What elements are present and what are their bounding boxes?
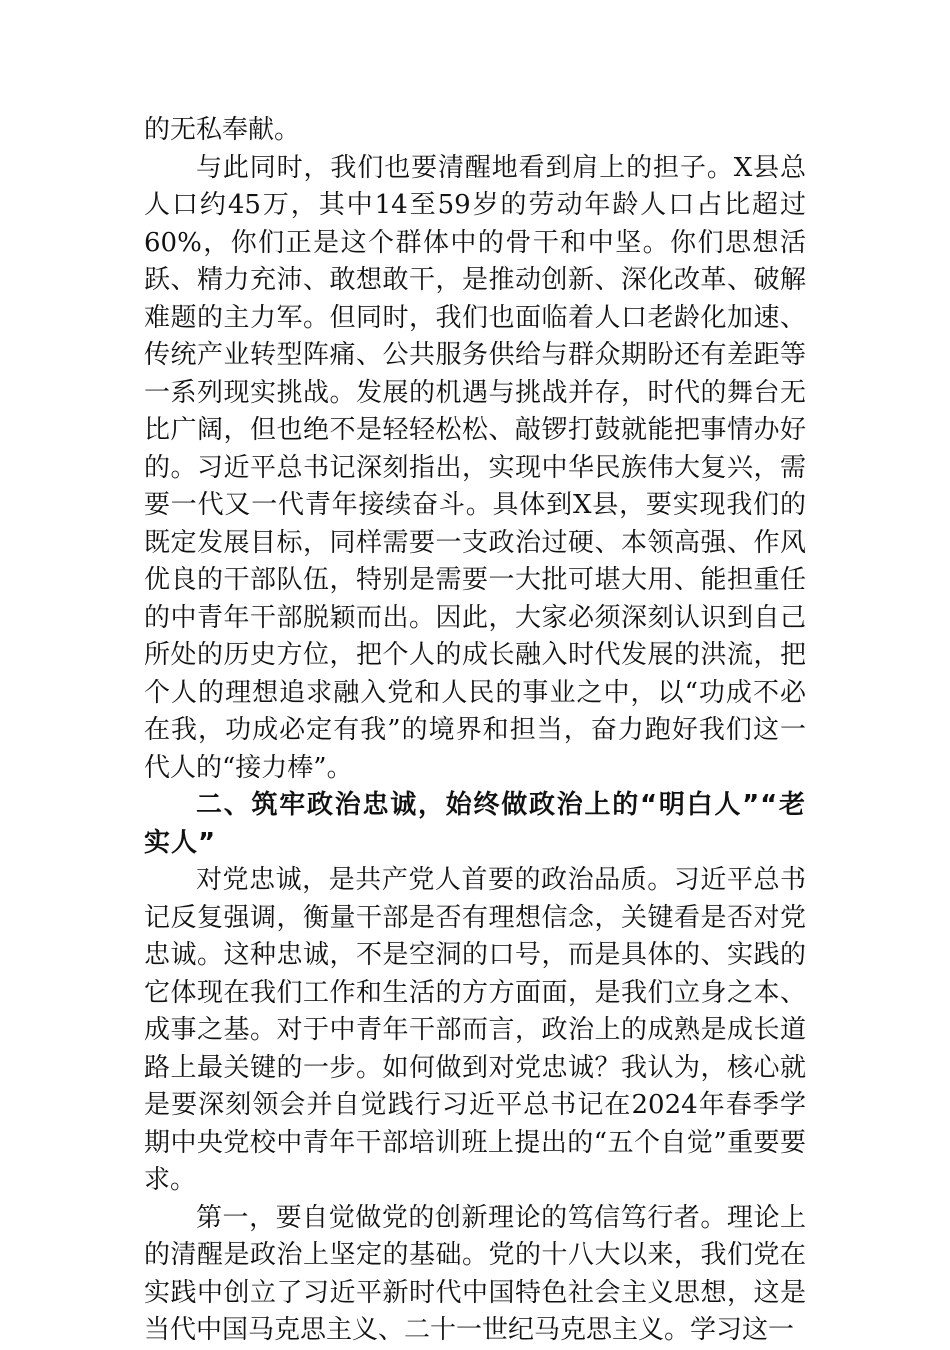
- paragraph-first-point: 第一，要自觉做党的创新理论的笃信笃行者。理论上的清醒是政治上坚定的基础。党的十八大以来，我们党在实践中创立了习近平新时代中国特色社会主义思想，这是当代中国马克思主义、二十一世纪马克思主义。学习这一: [144, 1202, 806, 1345]
- paragraph-loyalty: 对党忠诚，是共产党人首要的政治品质。习近平总书记反复强调，衡量干部是否有理想信念，关键看是否对党忠诚。这种忠诚，不是空洞的口号，而是具体的、实践的它体现在我们工作和生活的方方面面，是我们立身之本、成事之基。对于中青年干部而言，政治上的成熟是成长道路上最关键的一步。如何做到对党忠诚？我认为，核心就是要深刻领会并自觉践行习近平总书记在2024年春季学期中央党校中青年干部培训班上提出的“五个自觉”重要要求。: [144, 865, 806, 1195]
- paragraph-continuation: 的无私奉献。: [144, 115, 301, 145]
- section-heading-two: 二、筑牢政治忠诚，始终做政治上的“明白人”“老实人”: [144, 790, 806, 858]
- document-body: [144, 112, 806, 1350]
- paragraph-burden: 与此同时，我们也要清醒地看到肩上的担子。X县总人口约45万，其中14至59岁的劳动年龄人口占比超过60%，你们正是这个群体中的骨干和中坚。你们思想活跃、精力充沛、敢想敢干，是推动创新、深化改革、破解难题的主力军。但同时，我们也面临着人口老龄化加速、传统产业转型阵痛、公共服务供给与群众期盼还有差距等一系列现实挑战。发展的机遇与挑战并存，时代的舞台无比广阔，但也绝不是轻轻松松、敲锣打鼓就能把事情办好的。习近平总书记深刻指出，实现中华民族伟大复兴，需要一代又一代青年接续奋斗。具体到X县，要实现我们的既定发展目标，同样需要一支政治过硬、本领高强、作风优良的干部队伍，特别是需要一大批可堪大用、能担重任的中青年干部脱颖而出。因此，大家必须深刻认识到自己所处的历史方位，把个人的成长融入时代发展的洪流，把个人的理想追求融入党和人民的事业之中，以“功成不必在我，功成必定有我”的境界和担当，奋力跑好我们这一代人的“接力棒”。: [144, 152, 806, 783]
